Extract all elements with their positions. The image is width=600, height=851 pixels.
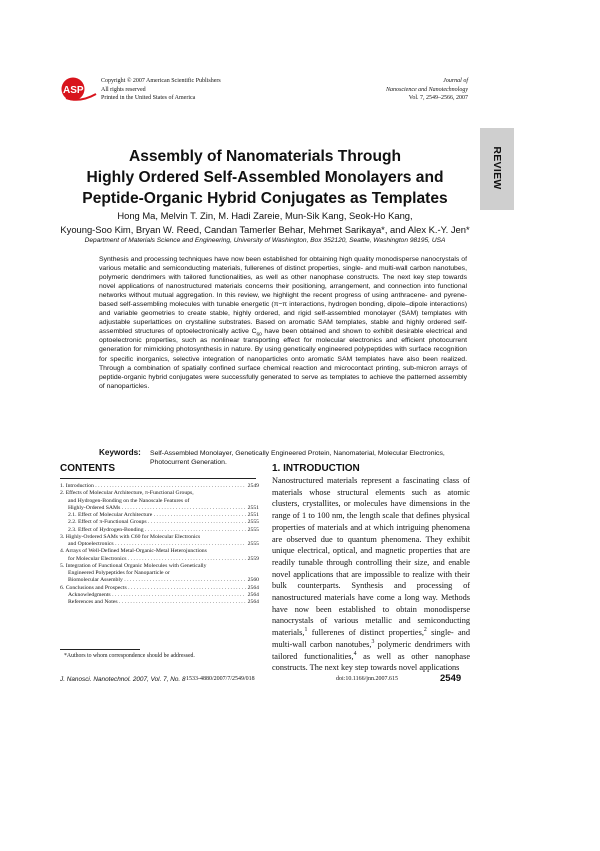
logo-text: ASP bbox=[63, 85, 84, 96]
abstract-subscript: 60 bbox=[256, 332, 262, 338]
contents-heading: CONTENTS bbox=[60, 463, 115, 474]
author-line: Kyoung-Soo Kim, Bryan W. Reed, Candan Tamerler Behar, Mehmet Sarikaya*, and Alex K.-Y. Jen* bbox=[60, 223, 470, 235]
toc-entry[interactable]: for Molecular Electronics . . . 2559 bbox=[60, 556, 259, 563]
author-line: Hong Ma, Melvin T. Zin, M. Hadi Zareie, Mun-Sik Kang, Seok-Ho Kang, bbox=[117, 210, 413, 221]
journal-info bbox=[380, 77, 468, 103]
footer-doi[interactable]: doi:10.1166/jnn.2007.615 bbox=[336, 676, 398, 682]
journal-volume: Vol. 7, 2549–2566, 2007 bbox=[408, 95, 468, 102]
footer-journal: J. Nanosci. Nanotechnol. 2007, Vol. 7, No. 8 bbox=[60, 676, 186, 683]
contents-rule bbox=[60, 478, 256, 479]
title-line: Assembly of Nanomaterials Through bbox=[128, 148, 402, 165]
abstract bbox=[99, 255, 467, 391]
reference-marker[interactable]: 1 bbox=[304, 627, 308, 634]
abstract-text: Synthesis and processing techniques have now been established for obtaining high quality monodisperse nanocrystals of various metallic and semiconducting materials, fullerenes of distinct properties, single- and multi-wall carbon nanotubes, polymeric dendrimers with tailored functionalities, as well as other nanophase constructs. The next key step towards novel applications of nanostructured materials concerns their positioning, arrangement, and connection into functional networks without mutual aggregation. In this review, we highlight the recent progress of using anthracene- and pyrene-based self-assembling molecules with tunable energetic (π−π interactions, hydrogen bonding, dipole–dipole interactions) and variable geometries to create stable, highly ordered, and rigid self-assembled monolayer (SAM) templates with adjustable superlattices on crystalline substrates. Based on aromatic SAM templates, stable and highly ordered self-assembled structures of optoelectronically active C bbox=[99, 256, 467, 336]
table-of-contents bbox=[60, 483, 259, 606]
toc-entry[interactable]: References and Notes . . . 2564 bbox=[60, 599, 259, 606]
keywords-label: Keywords: bbox=[99, 448, 141, 457]
toc-entry-line: 4. Arrays of Well-Defined Metal-Organic-Metal Heterojunctions bbox=[60, 548, 207, 555]
toc-entry[interactable]: 2.3. Effect of Hydrogen-Bonding . . . 2555 bbox=[60, 527, 259, 534]
review-label: REVIEW bbox=[491, 146, 503, 190]
correspondence-footnote: *Authors to whom correspondence should be addressed. bbox=[64, 653, 195, 659]
footer-issn: 1533-4880/2007/7/2549/018 bbox=[186, 676, 255, 682]
copyright-line: Copyright © 2007 American Scientific Publishers bbox=[101, 78, 221, 84]
page-number: 2549 bbox=[440, 673, 462, 684]
title-line: Highly Ordered Self-Assembled Monolayers and bbox=[86, 169, 444, 186]
introduction-text: Nanostructured materials represent a fascinating class of materials whose structural elements such as atomic clusters, crystallites, or molecules have dimensions in the range of 1 to 100 nm, the length scale that defines physical properties of materials and at which intriguing phenomena are observed due to quantum phenomena. They exhibit unique electrical, optical, and magnetic properties that are readily tunable through controlling their size, and enable novel applications that are impossible to realize with their bulk counterparts. Synthesis and processing of nanostructured materials have come a long way. Methods have now been established to obtain monodisperse nanocrystals of various metallic and semiconducting materials,$^1$ fullerenes of distinct properties,$^2$ single- and multi-wall carbon nanotubes,$^3$ polymeric dendrimers with tailored functionalities,$^4$ as well as other nanophase constructs. The next key step towards novel applications bbox=[272, 476, 471, 673]
printed-line: Printed in the United States of America bbox=[101, 95, 196, 102]
journal-name: Nanoscience and Nanotechnology bbox=[386, 86, 468, 93]
reference-marker[interactable]: 3 bbox=[371, 639, 375, 646]
toc-entry-line: 3. Highly-Ordered SAMs with C60 for Molecular Electronics bbox=[60, 533, 201, 540]
toc-entry[interactable]: and Optoelectronics . . . 2555 bbox=[60, 541, 259, 548]
journal-of: Journal of bbox=[443, 78, 468, 84]
abstract-text: have been obtained and shown to exhibit desirable electrical and optoelectronic properties, such as nonlinear transporting effect for molecular electronics and efficient photocurrent generation for mimicking photosynthesis in nature. By using genetically engineered polypeptides with surface recognition for specific inorganics, selective integration of nanoparticles onto aromatic SAM templates have also been realized. Through a combination of spatially confined surface chemical reaction and microcontact printing, sub-micron arrays of peptide-organic hybrid conjugates were successfully generated to serve as templates to achieve the patterned assembly of nanoparticles. bbox=[99, 328, 467, 390]
toc-entry-line: 2. Effects of Molecular Architecture, π-Functional Groups, bbox=[60, 490, 194, 497]
title-line: Peptide-Organic Hybrid Conjugates as Templates bbox=[82, 190, 448, 207]
toc-entry[interactable]: Highly-Ordered SAMs . . . 2551 bbox=[60, 505, 259, 512]
footnote-rule bbox=[60, 649, 140, 650]
toc-entry[interactable]: 6. Conclusions and Prospects . . . 2564 bbox=[60, 585, 259, 592]
keywords-text: Self-Assembled Monolayer, Genetically Engineered Protein, Nanomaterial, Molecular Electronics, Photocurrent Generation. bbox=[150, 450, 445, 467]
toc-entry[interactable]: Biomolecular Assembly . . . 2560 bbox=[60, 577, 259, 584]
author-list bbox=[60, 209, 470, 236]
toc-entry[interactable]: Acknowledgments . . . 2564 bbox=[60, 592, 259, 599]
publisher-logo bbox=[60, 76, 104, 104]
rights-line: All rights reserved bbox=[101, 86, 146, 93]
reference-marker[interactable]: 4 bbox=[353, 650, 357, 657]
toc-entry[interactable]: 1. Introduction . . . 2549 bbox=[60, 483, 259, 490]
article-title bbox=[60, 146, 470, 209]
reference-marker[interactable]: 2 bbox=[423, 627, 427, 634]
publisher-info bbox=[101, 77, 221, 103]
toc-entry-line: 5. Integration of Functional Organic Molecules with Genetically bbox=[60, 562, 207, 569]
toc-entry-line: Engineered Polypeptides for Nanoparticle or bbox=[68, 570, 170, 576]
toc-entry[interactable]: 2.2. Effect of π-Functional Groups . . . 2555 bbox=[60, 519, 259, 526]
review-section-tab bbox=[480, 128, 514, 210]
affiliation: Department of Materials Science and Engineering, University of Washington, Box 352120, Seattle, Washington 98195, USA bbox=[84, 237, 446, 244]
toc-entry-line: and Hydrogen-Bonding on the Nanoscale Features of bbox=[68, 497, 190, 504]
introduction-heading: 1. INTRODUCTION bbox=[272, 463, 360, 474]
toc-entry[interactable]: 2.1. Effect of Molecular Architecture . . . 2551 bbox=[60, 512, 259, 519]
